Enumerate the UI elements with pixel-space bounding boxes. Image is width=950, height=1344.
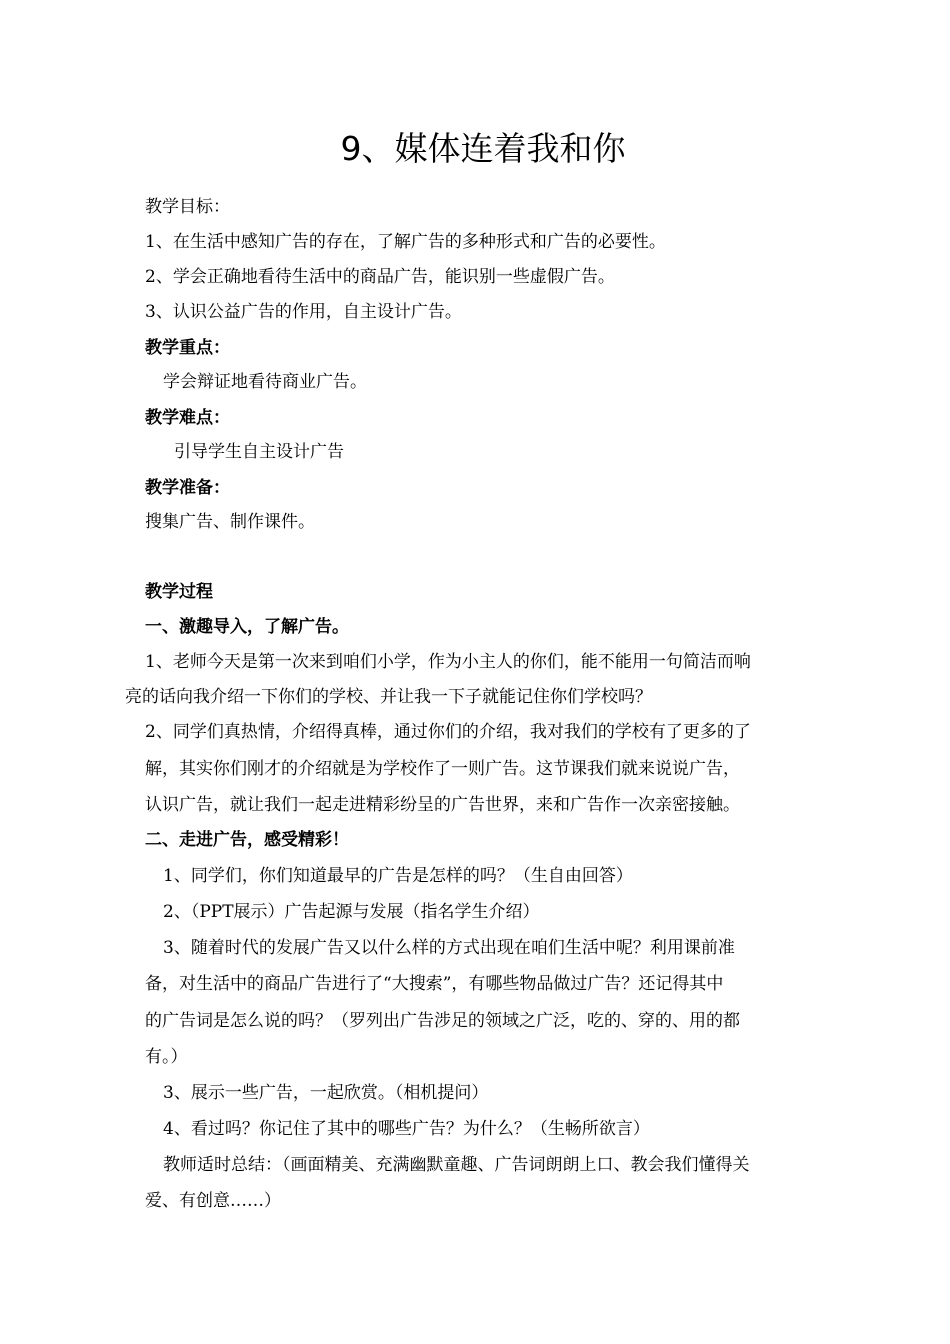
paragraph-line: 有。）	[145, 1047, 188, 1067]
preparation-text: 搜集广告、制作课件。	[145, 512, 315, 532]
paragraph-line: 2、同学们真热情，介绍得真棒，通过你们的介绍，我对我们的学校有了更多的了	[145, 722, 751, 742]
paragraph-line: 的广告词是怎么说的吗？（罗列出广告涉足的领域之广泛，吃的、穿的、用的都	[145, 1011, 740, 1031]
section-heading: 二、走进广告，感受精彩！	[145, 830, 349, 850]
key-point-text: 学会辩证地看待商业广告。	[163, 372, 367, 392]
paragraph-line: 备，对生活中的商品广告进行了“大搜索”，有哪些物品做过广告？还记得其中	[145, 974, 724, 994]
paragraph-line: 爱、有创意……）	[145, 1191, 281, 1211]
paragraph-line: 亮的话向我介绍一下你们的学校、并让我一下子就能记住你们学校吗？	[125, 687, 652, 707]
preparation-heading: 教学准备：	[145, 478, 230, 498]
paragraph-line: 1、老师今天是第一次来到咱们小学，作为小主人的你们，能不能用一句简洁而响	[145, 652, 751, 672]
page-title: 9、媒体连着我和你	[340, 129, 626, 168]
list-item: 2、（PPT展示）广告起源与发展（指名学生介绍）	[163, 902, 540, 922]
difficulty-text: 引导学生自主设计广告	[174, 442, 344, 462]
difficulty-heading: 教学难点：	[145, 408, 230, 428]
objective-item: 3、认识公益广告的作用，自主设计广告。	[145, 302, 462, 322]
objectives-heading: 教学目标：	[145, 197, 230, 217]
list-item: 1、同学们，你们知道最早的广告是怎样的吗？（生自由回答）	[163, 866, 633, 886]
list-item: 4、看过吗？你记住了其中的哪些广告？为什么？（生畅所欲言）	[163, 1119, 650, 1139]
paragraph-line: 认识广告，就让我们一起走进精彩纷呈的广告世界，来和广告作一次亲密接触。	[145, 795, 740, 815]
paragraph-line: 3、随着时代的发展广告又以什么样的方式出现在咱们生活中呢？利用课前准	[163, 938, 735, 958]
objective-item: 2、学会正确地看待生活中的商品广告，能识别一些虚假广告。	[145, 267, 615, 287]
objective-item: 1、在生活中感知广告的存在，了解广告的多种形式和广告的必要性。	[145, 232, 666, 252]
paragraph-line: 解，其实你们刚才的介绍就是为学校作了一则广告。这节课我们就来说说广告，	[145, 759, 740, 779]
key-point-heading: 教学重点：	[145, 338, 230, 358]
section-heading: 一、激趣导入，了解广告。	[145, 617, 349, 637]
list-item: 3、展示一些广告，一起欣赏。（相机提问）	[163, 1083, 489, 1103]
paragraph-line: 教师适时总结：（画面精美、充满幽默童趣、广告词朗朗上口、教会我们懂得关	[163, 1155, 750, 1175]
process-heading: 教学过程	[145, 582, 213, 602]
